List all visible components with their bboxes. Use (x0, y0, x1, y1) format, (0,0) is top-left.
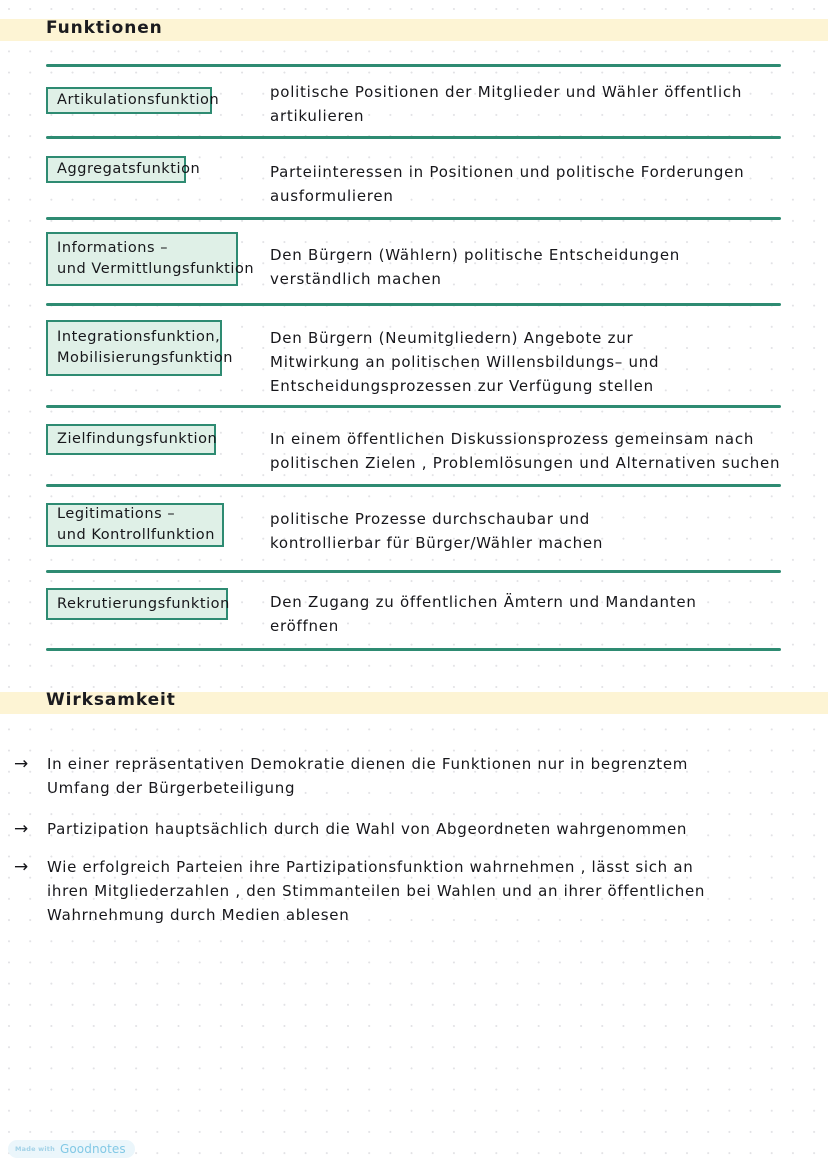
function-label-line: Zielfindungsfunktion (57, 431, 218, 447)
goodnotes-watermark[interactable] (8, 1140, 135, 1158)
list-item-line: ihren Mitgliederzahlen , den Stimmanteilen bei Wahlen und an ihrer öffentlichen (47, 882, 706, 900)
function-description (270, 80, 800, 128)
arrow-right-icon: → (14, 754, 29, 774)
list-item-line: Partizipation hauptsächlich durch die Wahl von Abgeordneten wahrgenommen (47, 820, 688, 838)
function-label-artikulationsfunktion[interactable] (46, 87, 220, 114)
description-line: Den Bürgern (Wählern) politische Entscheidungen (270, 246, 681, 264)
row-divider (46, 570, 781, 573)
function-label-line: Legitimations – (57, 505, 176, 522)
description-line: ausformulieren (270, 187, 394, 205)
description-line: Den Zugang zu öffentlichen Ämtern und Mandanten (270, 593, 697, 611)
watermark-brand: Goodnotes (59, 1142, 126, 1156)
description-line: Parteiinteressen in Positionen und politische Forderungen (270, 163, 745, 181)
function-label-informations-und-vermittlungsfunktion[interactable] (46, 232, 255, 286)
section-heading-wirksamkeit: Wirksamkeit (46, 690, 176, 710)
list-item-line: Umfang der Bürgerbeteiligung (47, 779, 296, 797)
function-label-line: Mobilisierungsfunktion (57, 350, 234, 366)
description-line: kontrollierbar für Bürger/Wähler machen (270, 534, 604, 552)
function-description (270, 243, 800, 291)
description-line: In einem öffentlichen Diskussionsprozess gemeinsam nach (270, 430, 755, 448)
row-divider (46, 405, 781, 408)
description-line: artikulieren (270, 107, 365, 125)
row-divider (46, 484, 781, 487)
list-item-line: Wie erfolgreich Parteien ihre Partizipationsfunktion wahrnehmen , lässt sich an (47, 858, 694, 876)
function-label-line: Informations – (57, 239, 169, 256)
description-line: verständlich machen (270, 270, 442, 288)
list-item-line: Wahrnehmung durch Medien ablesen (47, 906, 350, 924)
function-label-line: und Vermittlungsfunktion (57, 261, 255, 277)
function-description (270, 326, 800, 398)
row-divider (46, 64, 781, 67)
row-divider (46, 303, 781, 306)
row-divider (46, 136, 781, 139)
description-line: Entscheidungsprozessen zur Verfügung stellen (270, 377, 654, 395)
section-heading-funktionen: Funktionen (46, 18, 163, 38)
description-line: Mitwirkung an politischen Willensbildungs– und (270, 353, 660, 371)
arrow-right-icon: → (14, 819, 29, 839)
list-item (14, 817, 804, 841)
watermark-prefix: Made with (15, 1145, 55, 1153)
function-description (270, 507, 800, 555)
function-description (270, 590, 800, 638)
function-label-line: Integrationsfunktion, (57, 328, 221, 345)
list-item-line: In einer repräsentativen Demokratie dienen die Funktionen nur in begrenztem (47, 755, 689, 773)
description-line: politische Positionen der Mitglieder und Wähler öffentlich (270, 83, 743, 101)
list-item (14, 855, 804, 927)
function-description (270, 427, 800, 475)
list-item (14, 752, 804, 800)
row-divider (46, 217, 781, 220)
description-line: politische Prozesse durchschaubar und (270, 510, 590, 528)
function-label-line: Rekrutierungsfunktion (57, 595, 230, 612)
function-label-integrations-mobilisierungsfunktion[interactable] (46, 320, 234, 376)
function-description (270, 160, 800, 208)
function-label-legitimations-und-kontrollfunktion[interactable] (46, 503, 224, 547)
function-label-zielfindungsfunktion[interactable] (46, 424, 216, 455)
function-label-aggregatsfunktion[interactable] (46, 156, 201, 183)
function-label-line: Artikulationsfunktion (57, 92, 220, 108)
description-line: Den Bürgern (Neumitgliedern) Angebote zur (270, 329, 634, 347)
description-line: eröffnen (270, 617, 340, 635)
description-line: politischen Zielen , Problemlösungen und Alternativen suchen (270, 454, 781, 472)
function-label-rekrutierungsfunktion[interactable] (46, 588, 228, 620)
arrow-right-icon: → (14, 857, 29, 877)
function-label-line: und Kontrollfunktion (57, 527, 215, 543)
row-divider (46, 648, 781, 651)
function-label-line: Aggregatsfunktion (57, 161, 201, 177)
